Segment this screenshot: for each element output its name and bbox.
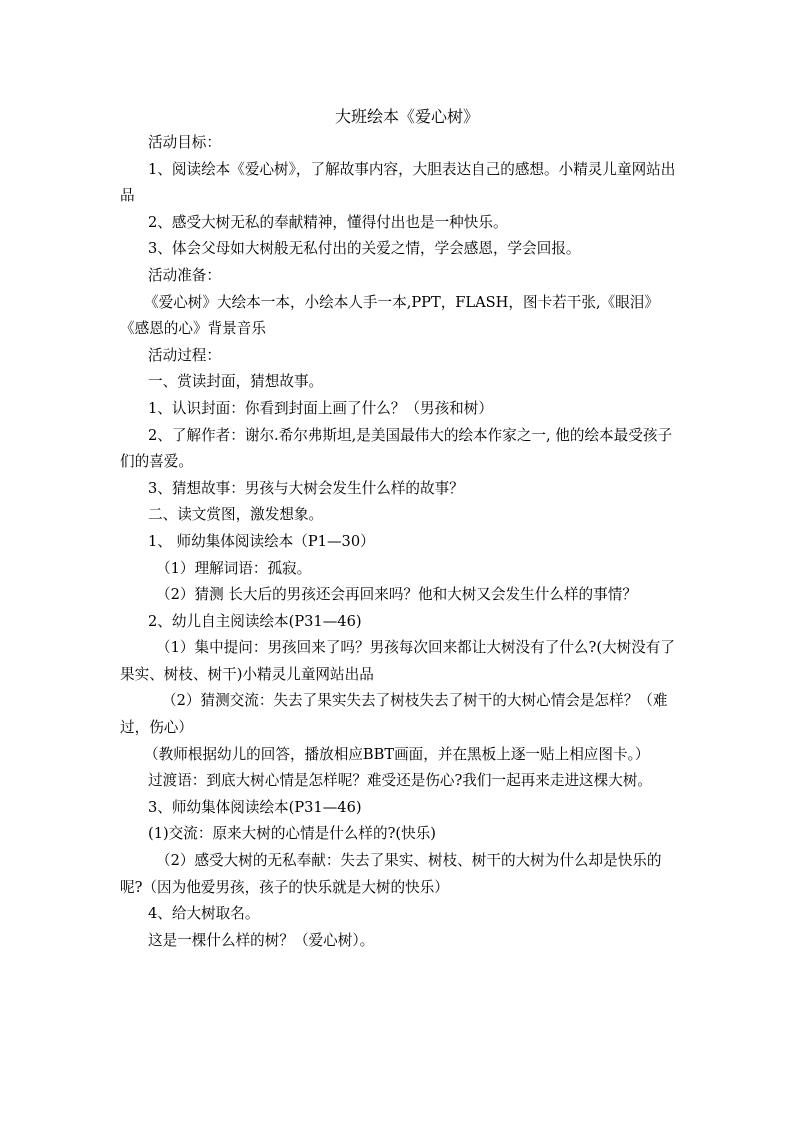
- paragraph: （教师根据幼儿的回答，播放相应BBT画面，并在黑板上逐一贴上相应图卡。）: [144, 745, 650, 763]
- document-page: [120, 104, 676, 954]
- paragraph: （2）感受大树的无私奉献：失去了果实、树枝、树干的大树为什么却是快乐的呢?（因为他爱男孩，孩子的快乐就是大树的快乐）: [120, 852, 662, 896]
- paragraph: 活动准备：: [148, 266, 221, 284]
- paragraph: 二、读文赏图，激发想象。: [148, 506, 324, 524]
- paragraph: 1、认识封面：你看到封面上画了什么？（男孩和树）: [148, 399, 493, 417]
- paragraph: （2）猜测交流：失去了果实失去了树枝失去了树干的大树心情会是怎样？（难过，伤心）: [120, 692, 668, 737]
- paragraph: 一、赏读封面，猜想故事。: [148, 373, 324, 391]
- paragraph: （1）集中提问：男孩回来了吗？男孩每次回来都让大树没有了什么?(大树没有了果实、树枝、树干)小精灵儿童网站出品: [120, 639, 675, 683]
- paragraph: (1)交流：原来大树的心情是什么样的?(快乐): [148, 825, 436, 843]
- paragraph: （2）猜测 长大后的男孩还会再回来吗？他和大树又会发生什么样的事情？: [156, 586, 637, 604]
- paragraph: 3、猜想故事：男孩与大树会发生什么样的故事？: [148, 479, 464, 497]
- paragraph: 《爱心树》大绘本一本，小绘本人手一本,PPT，FLASH，图卡若干张,《眼泪》《感恩的心》背景音乐: [120, 293, 659, 338]
- paragraph: 2、幼儿自主阅读绘本(P31—46): [148, 612, 362, 630]
- paragraph: 2、了解作者：谢尔.希尔弗斯坦,是美国最伟大的绘本作家之一, 他的绘本最受孩子们的喜爱。: [120, 426, 673, 471]
- paragraph: 4、给大树取名。: [148, 905, 260, 923]
- paragraph: 2、感受大树无私的奉献精神，懂得付出也是一种快乐。: [148, 213, 508, 231]
- paragraph: 活动过程：: [148, 346, 221, 364]
- paragraph: 过渡语：到底大树心情是怎样呢？难受还是伤心?我们一起再来走进这棵大树。: [148, 772, 653, 790]
- paragraph: 活动目标：: [148, 134, 221, 151]
- paragraph: （1）理解词语：孤寂。: [156, 559, 312, 577]
- paragraph: 1、阅读绘本《爱心树》，了解故事内容，大胆表达自己的感想。小精灵儿童网站出品: [120, 160, 676, 205]
- paragraph: 3、体会父母如大树般无私付出的关爱之情，学会感恩，学会回报。: [148, 240, 581, 258]
- document-title: 大班绘本《爱心树》: [334, 107, 479, 126]
- paragraph: 这是一棵什么样的树？（爱心树）。: [148, 931, 375, 949]
- paragraph: 3、师幼集体阅读绘本(P31—46): [148, 798, 362, 816]
- paragraph: 1、 师幼集体阅读绘本（P1—30）: [148, 532, 375, 550]
